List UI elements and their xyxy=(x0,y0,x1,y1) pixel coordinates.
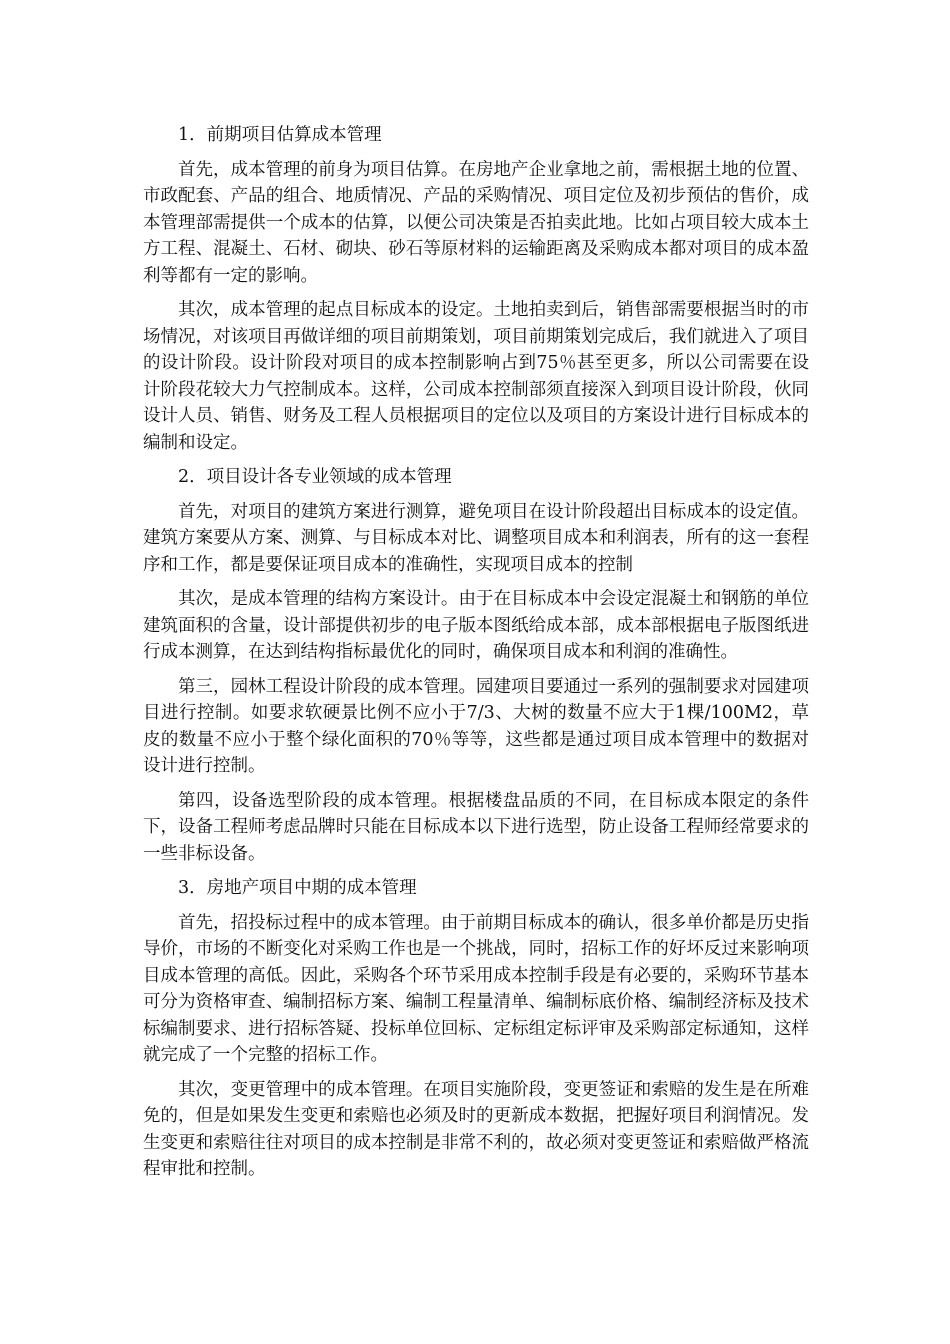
paragraph: 首先，招投标过程中的成本管理。由于前期目标成本的确认，很多单价都是历史指导价，市场的不断变化对采购工作也是一个挑战，同时，招标工作的好坏反过来影响项目成本管理的高低。因此，采购各个环节采用成本控制手段是有必要的，采购环节基本可分为资格审查、编制招标方案、编制工程量清单、编制标底价格、编制经济标及技术标编制要求、进行招标答疑、投标单位回标、定标组定标评审及采购部定标通知，这样就完成了一个完整的招标工作。 xyxy=(143,912,809,1065)
paragraph: 首先，成本管理的前身为项目估算。在房地产企业拿地之前，需根据土地的位置、市政配套、产品的组合、地质情况、产品的采购情况、项目定位及初步预估的售价，成本管理部需提供一个成本的估算，以便公司决策是否拍卖此地。比如占项目较大成本土方工程、混凝土、石材、砌块、砂石等原材料的运输距离及采购成本都对项目的成本盈利等都有一定的影响。 xyxy=(143,159,809,286)
paragraph: 其次，是成本管理的结构方案设计。由于在目标成本中会设定混凝土和钢筋的单位建筑面积的含量，设计部提供初步的电子版本图纸给成本部，成本部根据电子版图纸进行成本测算，在达到结构指标最优化的同时，确保项目成本和利润的准确性。 xyxy=(143,589,809,662)
section-heading-1: 1．前期项目估算成本管理 xyxy=(178,125,382,145)
paragraph: 其次，变更管理中的成本管理。在项目实施阶段，变更签证和索赔的发生是在所难免的，但是如果发生变更和索赔也必须及时的更新成本数据，把握好项目利润情况。发生变更和索赔往往对项目的成本控制是非常不利的，故必须对变更签证和索赔做严格流程审批和控制。 xyxy=(143,1079,809,1179)
paragraph: 其次，成本管理的起点目标成本的设定。土地拍卖到后，销售部需要根据当时的市场情况，对该项目再做详细的项目前期策划，项目前期策划完成后，我们就进入了项目的设计阶段。设计阶段对项目的成本控制影响占到75％甚至更多，所以公司需要在设计阶段花较大力气控制成本。这样，公司成本控制部须直接深入到项目设计阶段，伙同设计人员、销售、财务及工程人员根据项目的定位以及项目的方案设计进行目标成本的编制和设定。 xyxy=(143,300,809,453)
section-heading-2: 2．项目设计各专业领域的成本管理 xyxy=(178,467,452,487)
paragraph: 第四，设备选型阶段的成本管理。根据楼盘品质的不同，在目标成本限定的条件下，设备工程师考虑品牌时只能在目标成本以下进行选型，防止设备工程师经常要求的一些非标设备。 xyxy=(143,790,809,864)
paragraph: 第三，园林工程设计阶段的成本管理。园建项目要通过一系列的强制要求对园建项目进行控制。如要求软硬景比例不应小于7/3、大树的数量不应大于1棵/100M2，草皮的数量不应小于整个绿化面积的70％等等，这些都是通过项目成本管理中的数据对设计进行控制。 xyxy=(143,676,809,776)
document-body xyxy=(143,122,809,1191)
section-heading-3: 3．房地产项目中期的成本管理 xyxy=(178,878,417,898)
paragraph: 首先，对项目的建筑方案进行测算，避免项目在设计阶段超出目标成本的设定值。建筑方案要从方案、测算、与目标成本对比、调整项目成本和利润表，所有的这一套程序和工作，都是要保证项目成本的准确性，实现项目成本的控制 xyxy=(143,501,809,575)
